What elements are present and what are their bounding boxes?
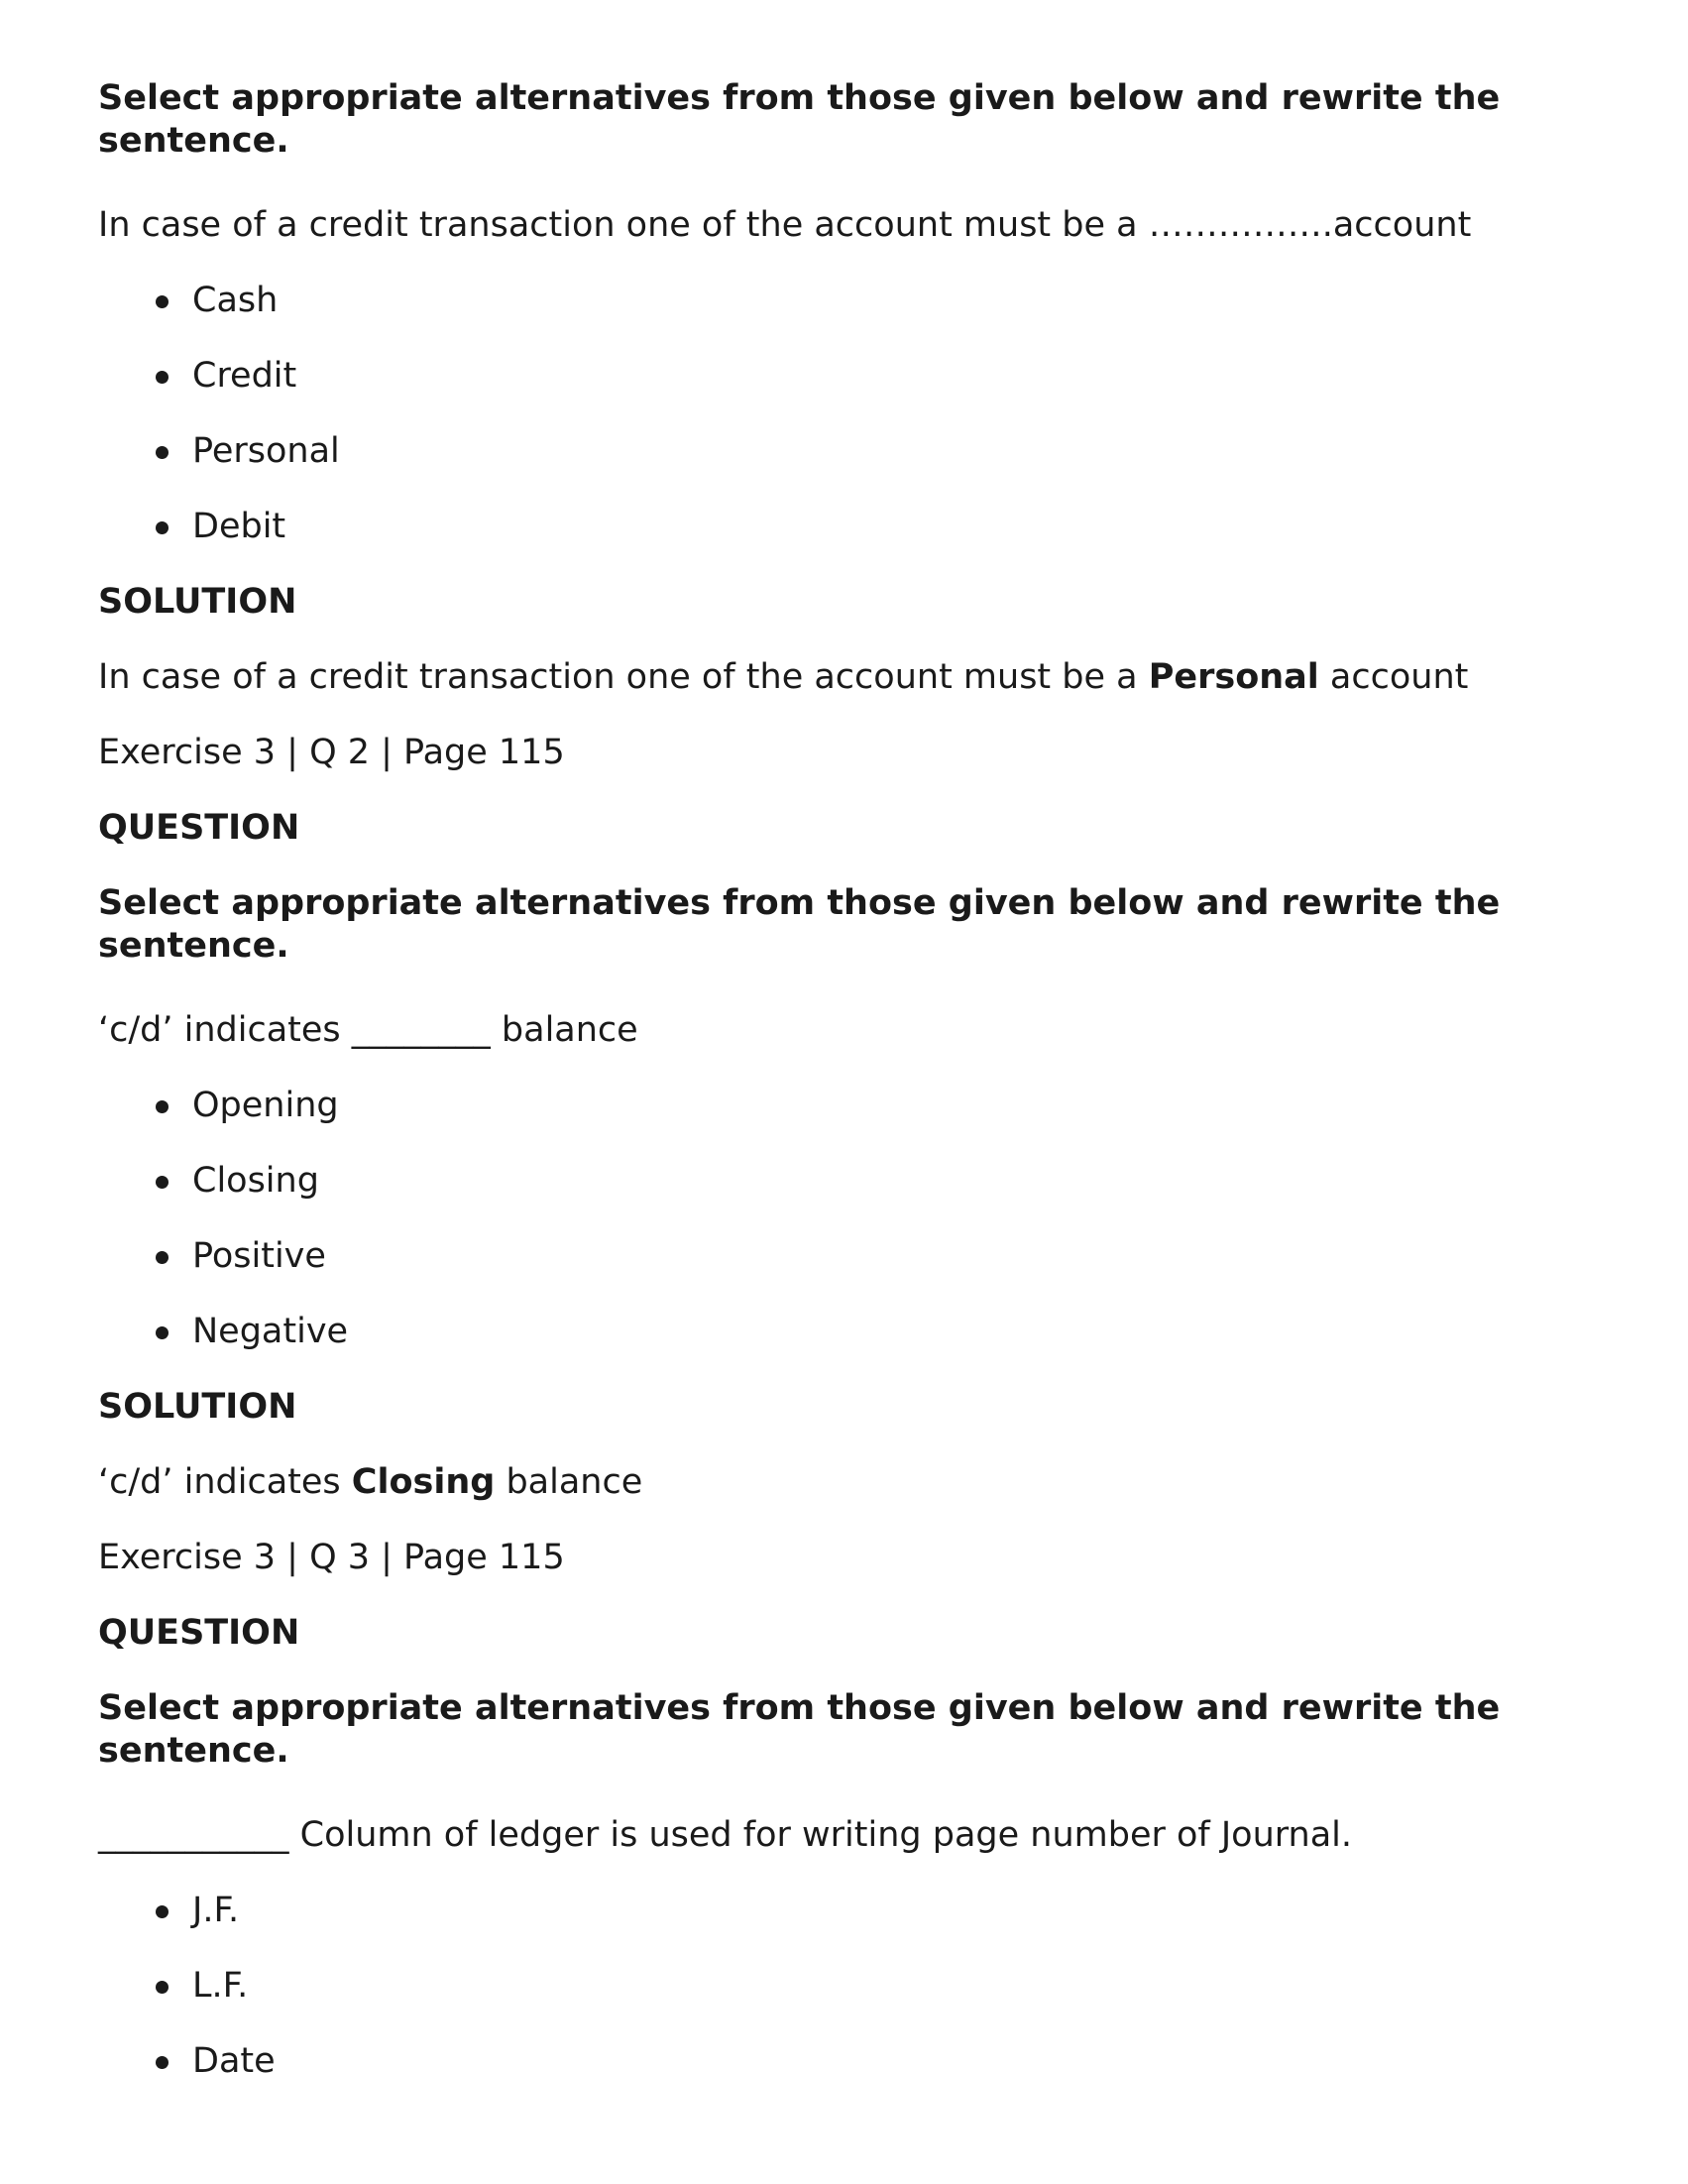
option-item: Credit bbox=[98, 355, 1516, 398]
bullet-icon bbox=[156, 1176, 169, 1189]
question-text: ‘c/d’ indicates ________ balance bbox=[98, 1010, 638, 1050]
option-item: L.F. bbox=[98, 1965, 1516, 2008]
options-list bbox=[98, 1085, 1516, 1353]
option-item: Debit bbox=[98, 506, 1516, 548]
document-page bbox=[98, 77, 1516, 2083]
instruction-heading: Select appropriate alternatives from those given below and rewrite the sentence. bbox=[98, 1688, 1501, 1771]
option-item: Personal bbox=[98, 430, 1516, 473]
bullet-icon bbox=[156, 295, 169, 308]
question-text: In case of a credit transaction one of the account must be a …………….account bbox=[98, 205, 1472, 245]
solution-label: SOLUTION bbox=[98, 582, 297, 622]
question-text: ___________ Column of ledger is used for writing page number of Journal. bbox=[98, 1815, 1353, 1855]
option-item: Positive bbox=[98, 1235, 1516, 1278]
bullet-icon bbox=[156, 1905, 169, 1918]
option-item: Negative bbox=[98, 1311, 1516, 1353]
question-label: QUESTION bbox=[98, 808, 300, 848]
options-list bbox=[98, 1890, 1516, 2083]
solution-label: SOLUTION bbox=[98, 1387, 297, 1427]
bullet-icon bbox=[156, 1981, 169, 1994]
instruction-heading: Select appropriate alternatives from those given below and rewrite the sentence. bbox=[98, 883, 1501, 966]
bullet-icon bbox=[156, 1326, 169, 1339]
bullet-icon bbox=[156, 1251, 169, 1264]
option-item: Opening bbox=[98, 1085, 1516, 1127]
solution-answer: Personal bbox=[1148, 657, 1319, 697]
option-item: J.F. bbox=[98, 1890, 1516, 1932]
exercise-reference: Exercise 3 | Q 2 | Page 115 bbox=[98, 733, 565, 772]
bullet-icon bbox=[156, 1100, 169, 1113]
option-item: Cash bbox=[98, 280, 1516, 322]
solution-text: In case of a credit transaction one of the account must be a Personal account bbox=[98, 657, 1469, 697]
solution-answer: Closing bbox=[351, 1462, 496, 1502]
exercise-reference: Exercise 3 | Q 3 | Page 115 bbox=[98, 1538, 565, 1577]
option-item: Date bbox=[98, 2040, 1516, 2083]
option-item: Closing bbox=[98, 1160, 1516, 1203]
bullet-icon bbox=[156, 446, 169, 459]
bullet-icon bbox=[156, 371, 169, 384]
solution-text: ‘c/d’ indicates Closing balance bbox=[98, 1462, 643, 1502]
bullet-icon bbox=[156, 2056, 169, 2069]
question-label: QUESTION bbox=[98, 1613, 300, 1653]
options-list bbox=[98, 280, 1516, 548]
instruction-heading: Select appropriate alternatives from those given below and rewrite the sentence. bbox=[98, 78, 1501, 161]
bullet-icon bbox=[156, 521, 169, 534]
